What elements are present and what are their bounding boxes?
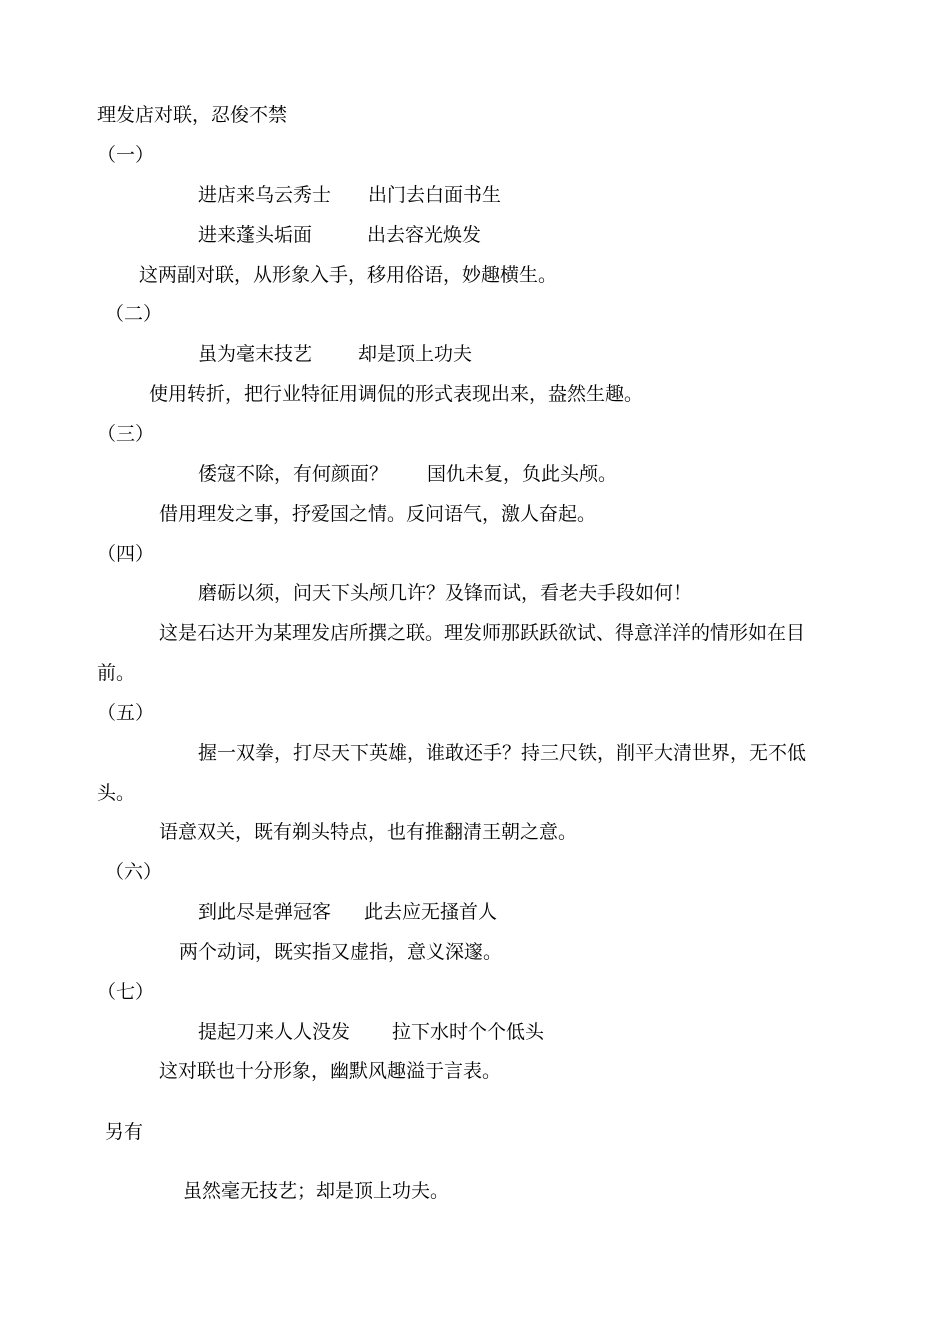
section-label-5: （五） [97, 702, 155, 724]
couplet-lower: 却是顶上功夫 [358, 343, 473, 365]
section-label-6: （六） [105, 861, 163, 883]
couplet-line [198, 223, 481, 247]
section-comment-1: 这两副对联，从形象入手，移用俗语，妙趣横生。 [139, 264, 558, 286]
section-label-4: （四） [97, 543, 155, 565]
couplet-line [198, 900, 497, 924]
couplet-lower: 出去容光焕发 [367, 224, 482, 246]
couplet-line: 握一双拳，打尽天下英雄，谁敢还手？持三尺铁，削平大清世界，无不低 [198, 742, 807, 764]
couplet-line [198, 1020, 544, 1044]
couplet-line [198, 342, 472, 366]
couplet-lower: 出门去白面书生 [368, 184, 502, 206]
couplet-line-cont: 头。 [97, 782, 136, 804]
couplet-lower: 此去应无搔首人 [364, 901, 498, 923]
section-comment-4-cont: 前。 [97, 662, 136, 684]
section-label-2: （二） [105, 303, 163, 325]
couplet-upper: 倭寇不除，有何颜面？ [198, 463, 389, 485]
couplet-lower: 国仇未复，负此头颅。 [427, 463, 618, 485]
section-label-7: （七） [97, 981, 155, 1003]
section-label-1: （一） [97, 144, 155, 166]
document-title: 理发店对联，忍俊不禁 [97, 104, 288, 126]
section-comment-7: 这对联也十分形象，幽默风趣溢于言表。 [159, 1060, 502, 1082]
couplet-line [198, 462, 617, 486]
section-comment-4: 这是石达开为某理发店所撰之联。理发师那跃跃欲试、得意洋洋的情形如在目 [159, 622, 806, 644]
section-label-3: （三） [97, 423, 155, 445]
section-comment-6: 两个动词，既实指又虚指，意义深邃。 [179, 941, 503, 963]
couplet-upper: 到此尽是弹冠客 [198, 901, 332, 923]
section-comment-3: 借用理发之事，抒爱国之情。反问语气，激人奋起。 [159, 503, 597, 525]
couplet-upper: 提起刀来人人没发 [198, 1021, 351, 1043]
section-comment-2: 使用转折，把行业特征用调侃的形式表现出来，盎然生趣。 [149, 383, 644, 405]
section-comment-5: 语意双关，既有剃头特点，也有推翻清王朝之意。 [159, 821, 578, 843]
extra-line: 虽然毫无技艺；却是顶上功夫。 [183, 1180, 450, 1202]
couplet-upper: 虽为毫末技艺 [198, 343, 313, 365]
extra-label: 另有 [105, 1121, 144, 1143]
couplet-upper: 进店来乌云秀士 [198, 184, 332, 206]
couplet-upper: 进来蓬头垢面 [198, 224, 313, 246]
couplet-line [198, 183, 501, 207]
couplet-lower: 拉下水时个个低头 [392, 1021, 545, 1043]
couplet-line: 磨砺以须，问天下头颅几许？及锋而试，看老夫手段如何！ [198, 582, 693, 604]
